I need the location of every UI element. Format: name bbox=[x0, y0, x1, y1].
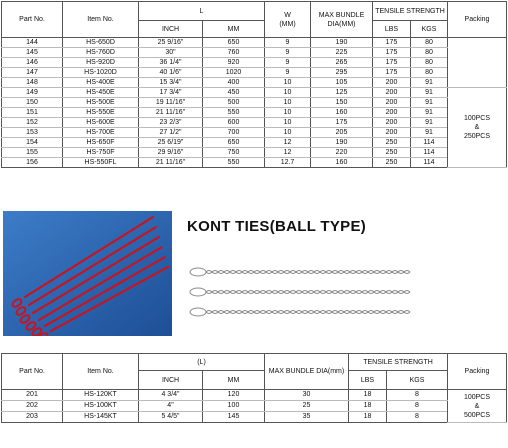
packing-cell bbox=[448, 88, 507, 168]
cell-inch: 25 9/16" bbox=[139, 38, 203, 48]
kt-header-mm: MM bbox=[203, 371, 265, 390]
cell-mm: 760 bbox=[203, 48, 265, 58]
table-row bbox=[2, 48, 507, 58]
cell-bundle: 190 bbox=[311, 38, 373, 48]
table-row bbox=[2, 401, 507, 412]
cell-width: 10 bbox=[265, 128, 311, 138]
cell-bundle: 295 bbox=[311, 68, 373, 78]
header-width-label: W bbox=[284, 11, 291, 19]
knot-tie-beads bbox=[206, 312, 410, 314]
cell-lbs: 250 bbox=[373, 138, 411, 148]
header-kgs: KGS bbox=[411, 21, 448, 38]
cell-item: HS-700E bbox=[63, 128, 139, 138]
cell-bundle: 160 bbox=[311, 108, 373, 118]
cell-part: 148 bbox=[2, 78, 63, 88]
cell-lbs: 250 bbox=[373, 158, 411, 168]
table-row bbox=[2, 158, 507, 168]
cell-width: 12 bbox=[265, 148, 311, 158]
table-row bbox=[2, 88, 507, 98]
cell-lbs: 200 bbox=[373, 128, 411, 138]
cell-mm: 120 bbox=[203, 390, 265, 401]
cell-mm: 750 bbox=[203, 148, 265, 158]
cell-bundle: 30 bbox=[265, 390, 349, 401]
cell-part: 151 bbox=[2, 108, 63, 118]
cell-inch: 36 1/4" bbox=[139, 58, 203, 68]
cell-kgs: 91 bbox=[411, 128, 448, 138]
cell-kgs: 8 bbox=[387, 412, 448, 423]
header-width bbox=[265, 2, 311, 38]
cell-part: 201 bbox=[2, 390, 63, 401]
cell-part: 202 bbox=[2, 401, 63, 412]
cell-width: 10 bbox=[265, 118, 311, 128]
table-row bbox=[2, 58, 507, 68]
cell-part: 153 bbox=[2, 128, 63, 138]
section-title: KONT TIES(BALL TYPE) bbox=[187, 218, 367, 235]
cell-kgs: 80 bbox=[411, 38, 448, 48]
cell-part: 154 bbox=[2, 138, 63, 148]
cell-bundle: 205 bbox=[311, 128, 373, 138]
knot-tie-loop bbox=[190, 288, 206, 296]
header-max-bundle: MAX BUNDLE DIA(MM) bbox=[311, 2, 373, 38]
cell-mm: 600 bbox=[203, 118, 265, 128]
product-photo bbox=[3, 211, 172, 336]
cell-kgs: 91 bbox=[411, 118, 448, 128]
cell-inch: 21 11/16" bbox=[139, 108, 203, 118]
cell-inch: 4 3/4" bbox=[139, 390, 203, 401]
cell-inch: 17 3/4" bbox=[139, 88, 203, 98]
cell-inch: 27 1/2" bbox=[139, 128, 203, 138]
cell-lbs: 200 bbox=[373, 78, 411, 88]
cell-inch: 23 2/3" bbox=[139, 118, 203, 128]
cell-item: HS-650F bbox=[63, 138, 139, 148]
header-inch: INCH bbox=[139, 21, 203, 38]
cell-bundle: 265 bbox=[311, 58, 373, 68]
kt-header-item-no: Item No. bbox=[63, 354, 139, 390]
header-item-no: Item No. bbox=[63, 2, 139, 38]
cell-item: HS-1020D bbox=[63, 68, 139, 78]
packing-cell-empty bbox=[448, 38, 507, 88]
cell-width: 12.7 bbox=[265, 158, 311, 168]
cell-mm: 650 bbox=[203, 138, 265, 148]
table-row bbox=[2, 108, 507, 118]
cell-mm: 400 bbox=[203, 78, 265, 88]
cell-part: 147 bbox=[2, 68, 63, 78]
header-lbs: LBS bbox=[373, 21, 411, 38]
cell-width: 10 bbox=[265, 108, 311, 118]
header-tensile-strength: TENSILE STRENGTH bbox=[373, 2, 448, 21]
packing-line: 100PCS bbox=[463, 115, 491, 122]
cell-lbs: 200 bbox=[373, 88, 411, 98]
table-row bbox=[2, 38, 507, 48]
cell-mm: 1020 bbox=[203, 68, 265, 78]
kt-header-tensile-strength: TENSILE STRENGTH bbox=[349, 354, 448, 371]
knot-tie-diagram bbox=[188, 264, 418, 324]
packing-line: 100PCS bbox=[463, 393, 491, 401]
cell-lbs: 18 bbox=[349, 390, 387, 401]
cell-item: HS-100KT bbox=[63, 401, 139, 412]
cell-item: HS-145KT bbox=[63, 412, 139, 423]
cell-kgs: 91 bbox=[411, 108, 448, 118]
cell-lbs: 18 bbox=[349, 412, 387, 423]
table-row bbox=[2, 118, 507, 128]
cell-part: 144 bbox=[2, 38, 63, 48]
cell-mm: 650 bbox=[203, 38, 265, 48]
cell-part: 203 bbox=[2, 412, 63, 423]
cell-lbs: 18 bbox=[349, 401, 387, 412]
cell-inch: 29 9/16" bbox=[139, 148, 203, 158]
cell-lbs: 175 bbox=[373, 48, 411, 58]
cell-bundle: 190 bbox=[311, 138, 373, 148]
cell-kgs: 80 bbox=[411, 48, 448, 58]
cell-kgs: 8 bbox=[387, 401, 448, 412]
cell-width: 10 bbox=[265, 78, 311, 88]
cell-lbs: 250 bbox=[373, 148, 411, 158]
cell-kgs: 91 bbox=[411, 98, 448, 108]
cell-item: HS-500E bbox=[63, 98, 139, 108]
cell-kgs: 114 bbox=[411, 158, 448, 168]
header-packing: Packing bbox=[448, 2, 507, 38]
cell-part: 149 bbox=[2, 88, 63, 98]
cell-lbs: 200 bbox=[373, 98, 411, 108]
cell-bundle: 220 bbox=[311, 148, 373, 158]
cell-width: 9 bbox=[265, 38, 311, 48]
knot-tie-beads bbox=[206, 272, 410, 274]
cell-mm: 700 bbox=[203, 128, 265, 138]
packing-line: & bbox=[474, 402, 480, 410]
cell-bundle: 25 bbox=[265, 401, 349, 412]
kt-header-max-bundle: MAX BUNDLE DIA(mm) bbox=[265, 354, 349, 390]
cell-mm: 550 bbox=[203, 108, 265, 118]
cell-width: 12 bbox=[265, 138, 311, 148]
spec-table-body bbox=[2, 38, 507, 168]
kt-header-part-no: Part No. bbox=[2, 354, 63, 390]
cell-lbs: 200 bbox=[373, 118, 411, 128]
cell-inch: 19 11/16" bbox=[139, 98, 203, 108]
cell-inch: 15 3/4" bbox=[139, 78, 203, 88]
knot-tie-beads bbox=[206, 292, 410, 294]
kt-header-inch: INCH bbox=[139, 371, 203, 390]
cell-width: 9 bbox=[265, 48, 311, 58]
cell-inch: 40 1/6" bbox=[139, 68, 203, 78]
cell-item: HS-450E bbox=[63, 88, 139, 98]
cell-part: 145 bbox=[2, 48, 63, 58]
cell-part: 152 bbox=[2, 118, 63, 128]
cell-mm: 100 bbox=[203, 401, 265, 412]
cell-kgs: 114 bbox=[411, 148, 448, 158]
kt-header-kgs: KGS bbox=[387, 371, 448, 390]
cell-inch: 25 6/19" bbox=[139, 138, 203, 148]
cell-item: HS-400E bbox=[63, 78, 139, 88]
cell-bundle: 150 bbox=[311, 98, 373, 108]
packing-line: 500PCS bbox=[463, 411, 491, 419]
cell-kgs: 91 bbox=[411, 88, 448, 98]
cell-bundle: 105 bbox=[311, 78, 373, 88]
knot-tie-table-body bbox=[2, 390, 507, 423]
cell-mm: 920 bbox=[203, 58, 265, 68]
cell-kgs: 114 bbox=[411, 138, 448, 148]
cell-bundle: 125 bbox=[311, 88, 373, 98]
cell-kgs: 8 bbox=[387, 390, 448, 401]
table-row bbox=[2, 98, 507, 108]
cell-bundle: 160 bbox=[311, 158, 373, 168]
kt-header-length: (L) bbox=[139, 354, 265, 371]
table-row bbox=[2, 148, 507, 158]
cell-width: 9 bbox=[265, 68, 311, 78]
cell-inch: 4" bbox=[139, 401, 203, 412]
cell-bundle: 225 bbox=[311, 48, 373, 58]
cell-mm: 500 bbox=[203, 98, 265, 108]
cell-item: HS-120KT bbox=[63, 390, 139, 401]
header-part-no: Part No. bbox=[2, 2, 63, 38]
cell-part: 146 bbox=[2, 58, 63, 68]
packing-line: 250PCS bbox=[463, 133, 491, 140]
cell-bundle: 35 bbox=[265, 412, 349, 423]
knot-tie-loop bbox=[190, 268, 206, 276]
cell-part: 150 bbox=[2, 98, 63, 108]
cell-mm: 550 bbox=[203, 158, 265, 168]
cell-bundle: 175 bbox=[311, 118, 373, 128]
cell-inch: 30" bbox=[139, 48, 203, 58]
header-mm: MM bbox=[203, 21, 265, 38]
cell-item: HS-760D bbox=[63, 48, 139, 58]
knot-tie-spec-table bbox=[1, 353, 507, 423]
table-row bbox=[2, 390, 507, 401]
cell-width: 10 bbox=[265, 98, 311, 108]
cell-mm: 145 bbox=[203, 412, 265, 423]
header-length: L bbox=[139, 2, 265, 21]
cell-item: HS-750F bbox=[63, 148, 139, 158]
cell-width: 9 bbox=[265, 58, 311, 68]
knot-tie-loop bbox=[190, 308, 206, 316]
cell-kgs: 80 bbox=[411, 68, 448, 78]
cell-lbs: 175 bbox=[373, 58, 411, 68]
cell-mm: 450 bbox=[203, 88, 265, 98]
table-row bbox=[2, 412, 507, 423]
kt-header-lbs: LBS bbox=[349, 371, 387, 390]
header-width-unit: (MM) bbox=[279, 20, 296, 28]
table-row bbox=[2, 128, 507, 138]
cell-inch: 21 11/16" bbox=[139, 158, 203, 168]
cell-inch: 5 4/5" bbox=[139, 412, 203, 423]
cell-item: HS-600E bbox=[63, 118, 139, 128]
cell-item: HS-550FL bbox=[63, 158, 139, 168]
cell-item: HS-550E bbox=[63, 108, 139, 118]
table-row bbox=[2, 138, 507, 148]
cell-part: 155 bbox=[2, 148, 63, 158]
cell-lbs: 175 bbox=[373, 38, 411, 48]
kt-header-packing: Packing bbox=[448, 354, 507, 390]
cell-kgs: 80 bbox=[411, 58, 448, 68]
table-row bbox=[2, 78, 507, 88]
table-row bbox=[2, 68, 507, 78]
cell-lbs: 175 bbox=[373, 68, 411, 78]
cell-lbs: 200 bbox=[373, 108, 411, 118]
cell-part: 156 bbox=[2, 158, 63, 168]
packing-line: & bbox=[474, 124, 480, 131]
cell-item: HS-650D bbox=[63, 38, 139, 48]
cable-tie-spec-table bbox=[1, 1, 507, 168]
packing-cell bbox=[448, 390, 507, 423]
cell-kgs: 91 bbox=[411, 78, 448, 88]
cell-width: 10 bbox=[265, 88, 311, 98]
cell-item: HS-920D bbox=[63, 58, 139, 68]
